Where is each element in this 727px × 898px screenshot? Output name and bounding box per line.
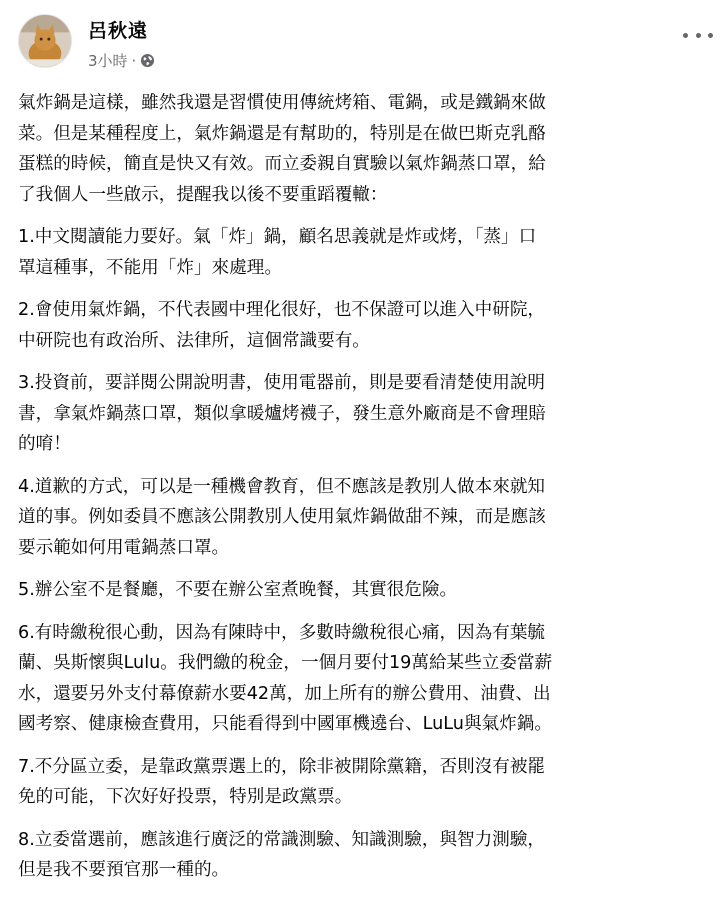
author-name[interactable]: 呂秋遠	[88, 20, 149, 42]
post-paragraph-1: 1.中文閱讀能力要好。氣「炸」鍋，顧名思義就是炸或烤，「蒸」口 罩這種事，不能用「炸」來處理。	[18, 227, 537, 278]
post-timestamp[interactable]: 3小時	[88, 52, 128, 70]
more-dot	[683, 33, 688, 38]
more-dot	[696, 33, 701, 38]
post-paragraph-8: 8.立委當選前，應該進行廣泛的常識測驗、知識測驗，與智力測驗， 但是我不要預官那一種的。	[18, 829, 546, 880]
post-paragraph-5: 5.辦公室不是餐廳，不要在辦公室煮晚餐，其實很危險。	[18, 580, 458, 600]
post-paragraph-2: 2.會使用氣炸鍋，不代表國中理化很好，也不保證可以進入中研院， 中研院也有政治所、法律所，這個常識要有。	[18, 300, 546, 351]
more-options-icon[interactable]	[683, 26, 713, 44]
post-body	[18, 88, 714, 898]
post-paragraph-4: 4.道歉的方式，可以是一種機會教育，但不應該是教別人做本來就知 道的事。例如委員不應該公開教別人使用氣炸鍋做甜不辣，而是應該 要示範如何用電鍋蒸口罩。	[18, 476, 546, 558]
globe-icon[interactable]	[140, 53, 155, 68]
post-paragraph-6: 6.有時繳稅很心動，因為有陳時中，多數時繳稅很心痛，因為有葉毓 蘭、吳斯懷與Lulu。我們繳的稅金，一個月要付19萬給某些立委當薪 水，還要另外支付幕僚薪水要42萬，加上所有的辦公費用、油費、出 國考察、健康檢查費用，只能看得到中國軍機遶台、LuLu與氣炸鍋。	[18, 622, 553, 734]
post-meta	[88, 50, 155, 71]
cat-avatar-image	[19, 15, 71, 67]
meta-separator: ·	[131, 51, 137, 70]
avatar[interactable]	[18, 14, 72, 68]
more-dot	[708, 33, 713, 38]
post-paragraph-3: 3.投資前，要詳閱公開說明書，使用電器前，則是要看清楚使用說明 書，拿氣炸鍋蒸口罩，類似拿暖爐烤襪子，發生意外廠商是不會理賠 的唷！	[18, 373, 546, 454]
post-paragraph-intro: 氣炸鍋是這樣，雖然我還是習慣使用傳統烤箱、電鍋，或是鐵鍋來做 菜。但是某種程度上，氣炸鍋還是有幫助的，特別是在做巴斯克乳酪 蛋糕的時候，簡直是快又有效。而立委親自實驗以氣炸鍋蒸口罩，給 了我個人一些啟示，提醒我以後不要重蹈覆轍：	[18, 93, 546, 205]
post-paragraph-7: 7.不分區立委，是靠政黨票選上的，除非被開除黨籍，否則沒有被罷 免的可能，下次好好投票，特別是政黨票。	[18, 756, 546, 807]
